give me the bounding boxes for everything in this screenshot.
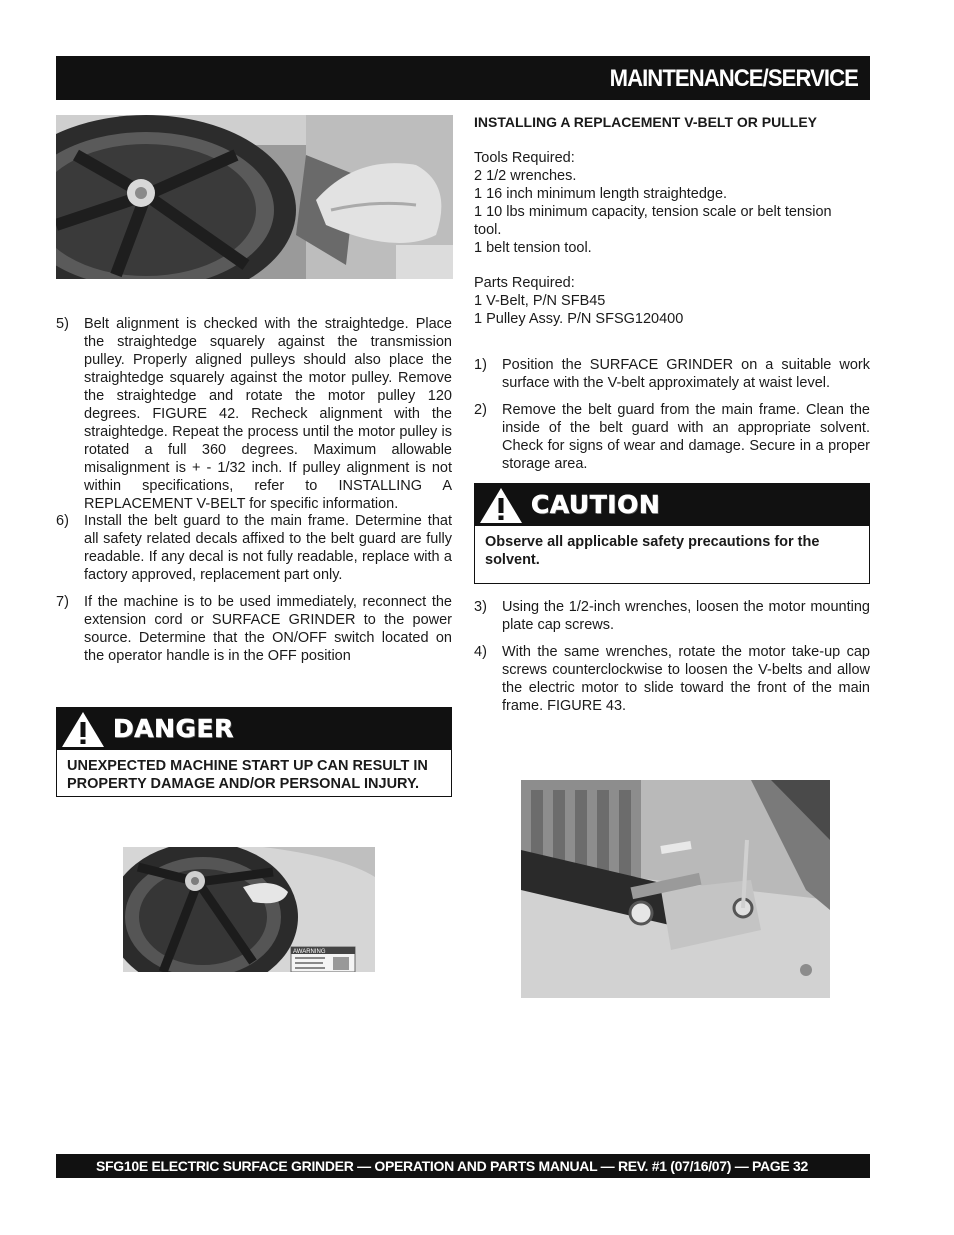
header-bar <box>56 56 870 100</box>
step-number: 7) <box>56 594 69 610</box>
left-step-7 <box>56 593 452 665</box>
tools-item: 1 10 lbs minimum capacity, tension scale or belt tension <box>474 204 832 220</box>
caution-box <box>474 483 870 584</box>
warning-triangle-icon <box>60 709 106 749</box>
page-title: MAINTENANCE/SERVICE <box>609 65 858 92</box>
caution-header <box>475 484 869 526</box>
parts-required <box>474 274 874 328</box>
step-number: 2) <box>474 402 487 418</box>
danger-header <box>57 708 451 750</box>
step-number: 4) <box>474 644 487 660</box>
step-text: Position the SURFACE GRINDER on a suitable work surface with the V-belt approximately at waist level. <box>502 357 870 391</box>
tools-required <box>474 149 874 257</box>
tools-item: tool. <box>474 222 502 238</box>
step-number: 1) <box>474 357 487 373</box>
danger-text: UNEXPECTED MACHINE START UP CAN RESULT IN PROPERTY DAMAGE AND/OR PERSONAL INJURY. <box>67 758 428 792</box>
step-text: Belt alignment is checked with the straightedge. Place the straightedge squarely against the transmission pulley. Properly aligned pulleys should also place the straightedge squarely against the motor pulley. Remove the straightedge and rotate the motor pulley 120 degrees. FIGURE 42. Recheck alignment with the straightedge. Repeat the process until the motor pulley is rotated a full 360 degrees. Maximum allowable misalignment is + - 1/32 inch. If pulley alignment is not within specifications, refer to INSTALLING A REPLACEMENT V-BELT for specific information. <box>84 316 452 512</box>
right-step-4 <box>474 643 870 715</box>
warning-triangle-icon <box>478 485 524 525</box>
step-number: 3) <box>474 599 487 615</box>
footer-bar <box>56 1154 870 1178</box>
section-heading: INSTALLING A REPLACEMENT V-BELT OR PULLEY <box>474 114 817 130</box>
step-text: Install the belt guard to the main frame. Determine that all safety related decals affixed to the belt guard are fully readable. If any decal is not fully readable, replace with a factory approved, replacement part only. <box>84 513 452 583</box>
parts-item: 1 Pulley Assy. P/N SFSG120400 <box>474 311 684 327</box>
danger-label: DANGER <box>113 714 234 743</box>
parts-title: Parts Required: <box>474 275 575 291</box>
danger-box <box>56 707 452 797</box>
warning-decal-text: AWARNING <box>293 949 326 955</box>
left-step-6 <box>56 512 452 584</box>
pulley-straightedge-photo <box>56 115 453 279</box>
step-number: 5) <box>56 316 69 332</box>
pulley-decal-photo <box>123 847 375 972</box>
parts-item: 1 V-Belt, P/N SFB45 <box>474 293 606 309</box>
tools-item: 2 1/2 wrenches. <box>474 168 577 184</box>
right-step-1 <box>474 356 870 392</box>
step-text: If the machine is to be used immediately, reconnect the extension cord or SURFACE GRINDER to the power source. Determine that the ON/OFF switch located on the operator handle is in the OFF position <box>84 594 452 664</box>
step-text: Using the 1/2-inch wrenches, loosen the motor mounting plate cap screws. <box>502 599 870 633</box>
motor-mount-photo <box>521 780 830 998</box>
tools-item: 1 belt tension tool. <box>474 240 592 256</box>
footer-text: SFG10E ELECTRIC SURFACE GRINDER — OPERATION AND PARTS MANUAL — REV. #1 (07/16/07) — PAGE 32 <box>96 1158 808 1174</box>
caution-label: CAUTION <box>531 490 661 519</box>
step-number: 6) <box>56 513 69 529</box>
step-text: Remove the belt guard from the main frame. Clean the inside of the belt guard with an appropriate solvent. Check for signs of wear and damage. Secure in a proper storage area. <box>502 402 870 472</box>
tools-title: Tools Required: <box>474 150 575 166</box>
left-step-5 <box>56 315 452 513</box>
right-step-3 <box>474 598 870 634</box>
right-step-2 <box>474 401 870 473</box>
caution-text: Observe all applicable safety precautions for the solvent. <box>485 534 820 568</box>
step-text: With the same wrenches, rotate the motor take-up cap screws counterclockwise to loosen the V-belts and allow the electric motor to slide toward the front of the main frame. FIGURE 43. <box>502 644 870 714</box>
tools-item: 1 16 inch minimum length straightedge. <box>474 186 728 202</box>
